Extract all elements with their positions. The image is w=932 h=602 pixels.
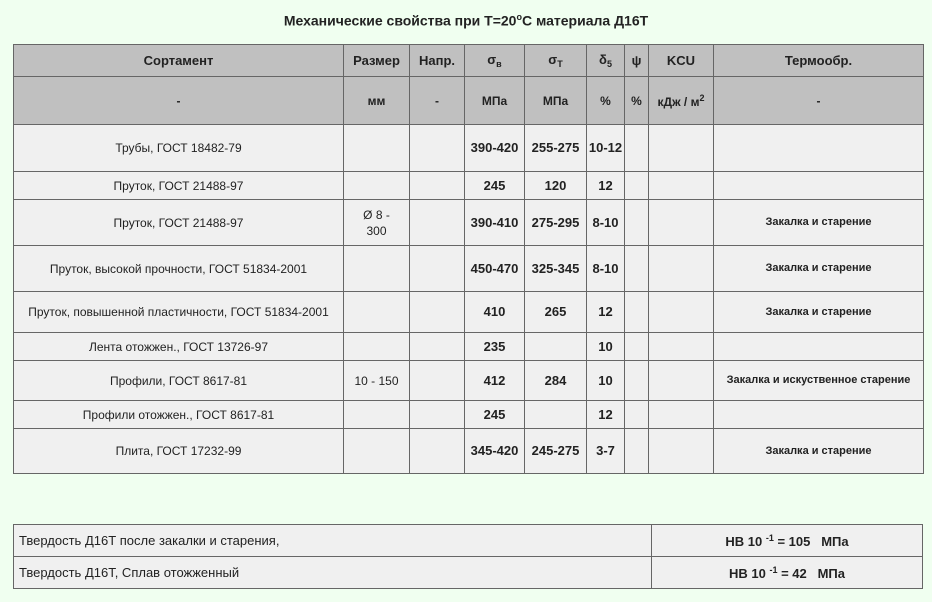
cell-delta: 3-7	[587, 429, 625, 474]
cell-direction	[410, 333, 465, 361]
unit-sigma-b: МПа	[465, 77, 525, 125]
cell-delta: 12	[587, 401, 625, 429]
hardness-label: Твердость Д16Т после закалки и старения,	[14, 525, 652, 557]
cell-sigma-b: 345-420	[465, 429, 525, 474]
hardness-table	[13, 524, 923, 589]
cell-sortament: Плита, ГОСТ 17232-99	[14, 429, 344, 474]
cell-size	[344, 246, 410, 292]
cell-sortament: Пруток, повышенной пластичности, ГОСТ 51834-2001	[14, 292, 344, 333]
cell-size	[344, 333, 410, 361]
table-row	[14, 401, 924, 429]
col-header-delta: $\delta_5$	[587, 45, 625, 77]
cell-direction	[410, 361, 465, 401]
cell-sigma-t: 120	[525, 172, 587, 200]
col-header-sigma-b: $\sigma_в$	[465, 45, 525, 77]
page-title: Механические свойства при $T=20^oC$ материала Д16Т	[283, 12, 649, 29]
cell-delta: 10-12	[587, 125, 625, 172]
cell-delta: 12	[587, 172, 625, 200]
cell-sigma-t: 325-345	[525, 246, 587, 292]
cell-heat	[714, 333, 924, 361]
cell-size: Ø 8 - 300	[344, 200, 410, 246]
col-header-direction: Напр.	[410, 45, 465, 77]
table-row	[14, 429, 924, 474]
cell-size	[344, 172, 410, 200]
cell-sortament: Лента отожжен., ГОСТ 13726-97	[14, 333, 344, 361]
cell-direction	[410, 401, 465, 429]
cell-sigma-b: 390-420	[465, 125, 525, 172]
cell-psi	[625, 429, 649, 474]
cell-psi	[625, 200, 649, 246]
unit-direction: -	[410, 77, 465, 125]
hardness-value: HB 10 $^{-1}$ = 42 МПа	[652, 557, 923, 589]
cell-heat: Закалка и старение	[714, 292, 924, 333]
cell-kcu	[649, 125, 714, 172]
table-row	[14, 292, 924, 333]
unit-size: мм	[344, 77, 410, 125]
cell-sigma-b: 245	[465, 401, 525, 429]
cell-delta: 10	[587, 361, 625, 401]
cell-heat: Закалка и старение	[714, 246, 924, 292]
table-row	[14, 246, 924, 292]
hardness-value: HB 10 $^{-1}$ = 105 МПа	[652, 525, 923, 557]
cell-sortament: Трубы, ГОСТ 18482-79	[14, 125, 344, 172]
cell-direction	[410, 292, 465, 333]
cell-psi	[625, 246, 649, 292]
col-header-heat-treatment: Термообр.	[714, 45, 924, 77]
cell-kcu	[649, 333, 714, 361]
col-header-sortament: Сортамент	[14, 45, 344, 77]
col-header-kcu: KCU	[649, 45, 714, 77]
cell-delta: 10	[587, 333, 625, 361]
cell-sigma-t: 284	[525, 361, 587, 401]
cell-direction	[410, 200, 465, 246]
unit-sigma-t: МПа	[525, 77, 587, 125]
cell-psi	[625, 292, 649, 333]
cell-psi	[625, 361, 649, 401]
cell-psi	[625, 333, 649, 361]
cell-delta: 8-10	[587, 200, 625, 246]
cell-sigma-t: 245-275	[525, 429, 587, 474]
cell-sigma-t	[525, 401, 587, 429]
cell-kcu	[649, 401, 714, 429]
cell-delta: 8-10	[587, 246, 625, 292]
unit-delta: %	[587, 77, 625, 125]
table-row	[14, 200, 924, 246]
cell-sortament: Пруток, ГОСТ 21488-97	[14, 172, 344, 200]
cell-direction	[410, 246, 465, 292]
header-row	[14, 45, 924, 77]
cell-sortament: Профили, ГОСТ 8617-81	[14, 361, 344, 401]
cell-delta: 12	[587, 292, 625, 333]
cell-kcu	[649, 429, 714, 474]
table-row	[14, 125, 924, 172]
col-header-sigma-t: $\sigma_T$	[525, 45, 587, 77]
cell-heat	[714, 125, 924, 172]
cell-sigma-t	[525, 333, 587, 361]
cell-heat	[714, 172, 924, 200]
cell-direction	[410, 125, 465, 172]
unit-heat: -	[714, 77, 924, 125]
cell-direction	[410, 429, 465, 474]
cell-heat: Закалка и старение	[714, 429, 924, 474]
table-row	[14, 361, 924, 401]
cell-psi	[625, 172, 649, 200]
units-row	[14, 77, 924, 125]
cell-heat	[714, 401, 924, 429]
cell-sigma-b: 410	[465, 292, 525, 333]
unit-psi: %	[625, 77, 649, 125]
hardness-row	[14, 557, 923, 589]
cell-psi	[625, 401, 649, 429]
unit-sortament: -	[14, 77, 344, 125]
cell-sigma-t: 275-295	[525, 200, 587, 246]
cell-heat: Закалка и старение	[714, 200, 924, 246]
cell-kcu	[649, 292, 714, 333]
cell-kcu	[649, 361, 714, 401]
cell-kcu	[649, 172, 714, 200]
cell-kcu	[649, 246, 714, 292]
cell-sortament: Пруток, высокой прочности, ГОСТ 51834-2001	[14, 246, 344, 292]
cell-heat: Закалка и искуственное старение	[714, 361, 924, 401]
cell-size	[344, 429, 410, 474]
cell-size	[344, 292, 410, 333]
cell-psi	[625, 125, 649, 172]
cell-direction	[410, 172, 465, 200]
cell-sigma-b: 245	[465, 172, 525, 200]
cell-sigma-b: 450-470	[465, 246, 525, 292]
col-header-psi: ψ	[625, 45, 649, 77]
mechanical-properties-table	[13, 44, 924, 474]
unit-kcu: кДж / $м^2$	[649, 77, 714, 125]
cell-sigma-t: 265	[525, 292, 587, 333]
cell-sigma-t: 255-275	[525, 125, 587, 172]
cell-sigma-b: 390-410	[465, 200, 525, 246]
cell-size	[344, 125, 410, 172]
cell-sigma-b: 412	[465, 361, 525, 401]
hardness-label: Твердость Д16Т, Сплав отожженный	[14, 557, 652, 589]
cell-sigma-b: 235	[465, 333, 525, 361]
cell-sortament: Профили отожжен., ГОСТ 8617-81	[14, 401, 344, 429]
table-row	[14, 172, 924, 200]
cell-size	[344, 401, 410, 429]
cell-size: 10 - 150	[344, 361, 410, 401]
col-header-size: Размер	[344, 45, 410, 77]
cell-sortament: Пруток, ГОСТ 21488-97	[14, 200, 344, 246]
cell-kcu	[649, 200, 714, 246]
hardness-row	[14, 525, 923, 557]
table-row	[14, 333, 924, 361]
